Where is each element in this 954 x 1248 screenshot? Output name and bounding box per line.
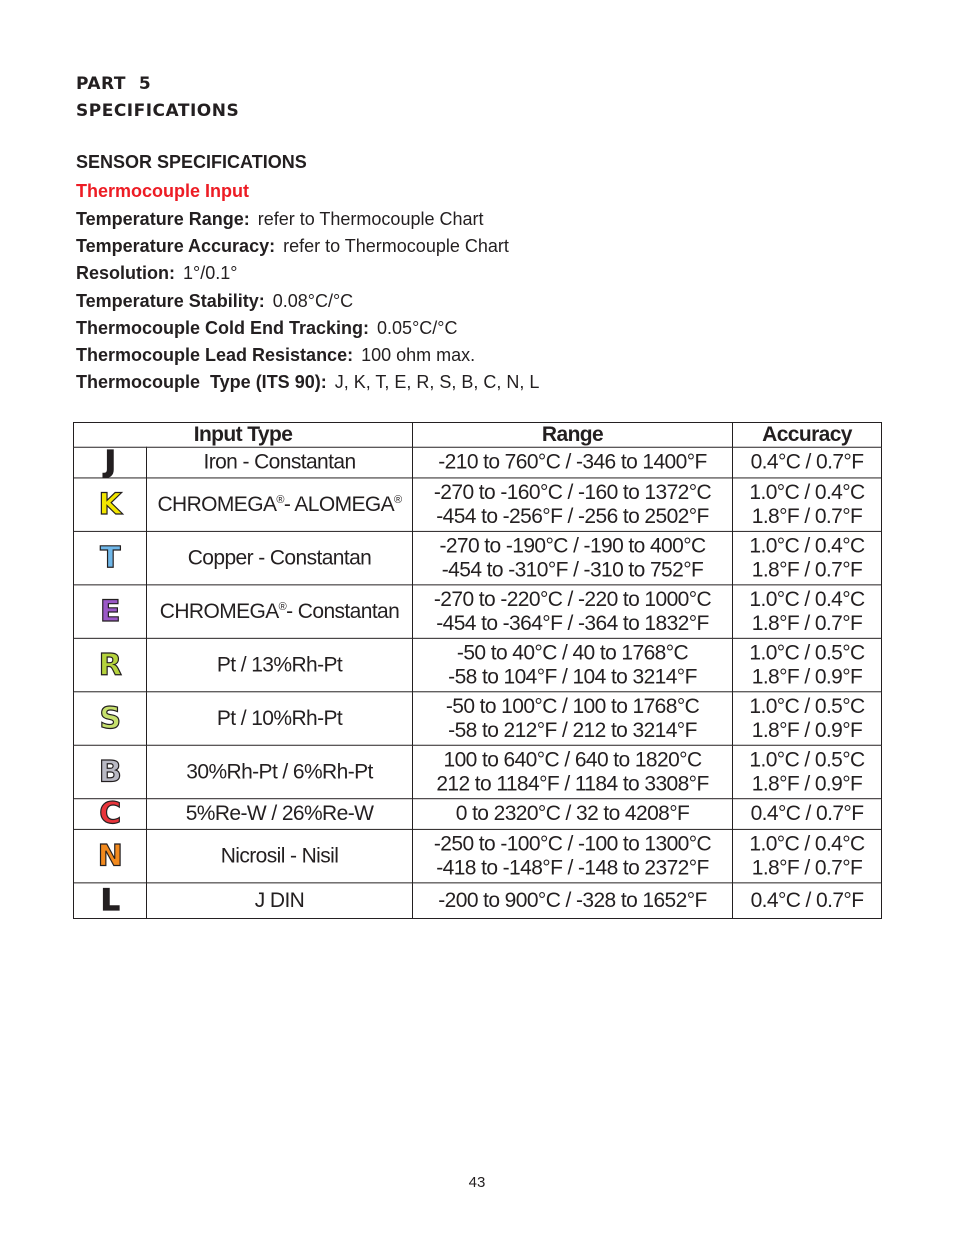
spec-row-cold-end-tracking xyxy=(76,315,539,342)
range-cell xyxy=(413,799,733,830)
accuracy-line: 0.4°C / 0.7°F xyxy=(750,450,864,474)
range-line: -210 to 760°C / -346 to 1400°F xyxy=(438,450,707,474)
accuracy-line: 1.8°F / 0.7°F xyxy=(751,856,863,879)
input-type-cell xyxy=(147,638,413,691)
spec-row-thermocouple-type xyxy=(76,369,539,396)
input-type-cell xyxy=(147,585,413,638)
accuracy-cell xyxy=(733,745,882,798)
range-cell xyxy=(413,447,733,478)
accuracy-cell xyxy=(733,478,882,531)
accuracy-line: 1.8°F / 0.9°F xyxy=(751,718,863,742)
accuracy-cell xyxy=(733,829,882,882)
input-type-name: Pt / 10%Rh-Pt xyxy=(216,706,343,730)
thermocouple-letter-cell xyxy=(74,829,147,882)
spec-value: refer to Thermocouple Chart xyxy=(283,236,509,257)
thermocouple-letter-cell xyxy=(74,638,147,691)
header-input-type: Input Type xyxy=(74,422,413,447)
input-type-cell xyxy=(147,692,413,745)
spec-label: Thermocouple Lead Resistance: xyxy=(76,344,354,365)
thermocouple-table xyxy=(73,422,882,919)
accuracy-cell xyxy=(733,585,882,638)
range-cell xyxy=(413,638,733,691)
thermocouple-letter-cell xyxy=(74,531,147,584)
thermocouple-letter-cell xyxy=(74,796,147,831)
range-line: 0 to 2320°C / 32 to 4208°F xyxy=(455,802,690,825)
accuracy-line: 1.0°C / 0.5°C xyxy=(749,748,865,771)
thermocouple-letter: N xyxy=(97,838,123,873)
range-cell xyxy=(413,478,733,531)
thermocouple-letter: K xyxy=(98,486,122,522)
accuracy-line: 1.8°F / 0.7°F xyxy=(751,504,863,528)
range-cell xyxy=(413,829,733,882)
page-number: 43 xyxy=(468,1174,486,1191)
thermocouple-letter-cell xyxy=(74,745,147,798)
accuracy-cell xyxy=(733,447,882,478)
thermocouple-letter-cell xyxy=(74,478,147,531)
range-line: 100 to 640°C / 640 to 1820°C xyxy=(443,748,702,771)
range-line: 212 to 1184°F / 1184 to 3308°F xyxy=(436,771,709,795)
spec-value: refer to Thermocouple Chart xyxy=(257,209,484,229)
spec-label: Resolution: xyxy=(76,263,175,284)
page-title: SPECIFICATIONS xyxy=(76,101,240,121)
input-type-cell xyxy=(147,531,413,584)
range-cell xyxy=(413,585,733,638)
spec-row-lead-resistance xyxy=(76,342,539,369)
input-type-name: - ALOMEGA xyxy=(283,492,395,516)
table-row xyxy=(74,531,882,584)
spec-label: Temperature Accuracy: xyxy=(76,236,276,257)
spec-value: 0.05°C/°C xyxy=(377,317,458,338)
input-type-cell xyxy=(147,478,413,531)
range-line: -58 to 104°F / 104 to 3214°F xyxy=(448,665,697,688)
input-type-cell xyxy=(147,799,413,830)
table-row xyxy=(74,585,882,638)
range-line: -250 to -100°C / -100 to 1300°C xyxy=(433,832,712,856)
spec-value: 0.08°C/°C xyxy=(272,290,354,311)
accuracy-line: 1.0°C / 0.4°C xyxy=(749,587,865,611)
range-line: -50 to 40°C / 40 to 1768°C xyxy=(456,641,689,665)
input-type-name: CHROMEGA xyxy=(157,492,277,516)
input-type-name: Iron - Constantan xyxy=(203,450,356,474)
input-type-cell xyxy=(147,745,413,798)
accuracy-cell xyxy=(733,692,882,745)
range-line: -58 to 212°F / 212 to 3214°F xyxy=(448,718,697,742)
thermocouple-letter: R xyxy=(98,647,122,682)
accuracy-line: 1.0°C / 0.4°C xyxy=(749,534,865,558)
thermocouple-letter-cell xyxy=(74,883,147,919)
spec-value: 1°/0.1° xyxy=(183,263,238,284)
table-row xyxy=(74,883,882,919)
range-cell xyxy=(413,531,733,584)
input-type-name: Copper - Constantan xyxy=(187,546,372,570)
registered-mark: ® xyxy=(278,600,287,613)
thermocouple-letter-cell xyxy=(74,692,147,745)
table-row xyxy=(74,447,882,478)
accuracy-cell xyxy=(733,531,882,584)
input-type-name: 5%Re-W / 26%Re-W xyxy=(185,802,374,825)
spec-value: J, K, T, E, R, S, B, C, N, L xyxy=(334,372,540,393)
accuracy-line: 1.0°C / 0.4°C xyxy=(749,480,865,504)
input-type-name: CHROMEGA xyxy=(159,599,279,623)
spec-label: Temperature Range: xyxy=(76,209,250,229)
range-line: -50 to 100°C / 100 to 1768°C xyxy=(445,694,700,718)
range-line: -454 to -256°F / -256 to 2502°F xyxy=(436,504,709,528)
input-type-cell xyxy=(147,883,413,919)
part-heading xyxy=(76,71,239,125)
table-row xyxy=(74,799,882,830)
input-type-name: - Constantan xyxy=(286,599,400,623)
accuracy-line: 1.0°C / 0.5°C xyxy=(749,641,865,665)
accuracy-line: 0.4°C / 0.7°F xyxy=(750,802,864,825)
thermocouple-letter: T xyxy=(100,540,120,575)
thermocouple-letter-cell xyxy=(74,444,147,480)
spec-row-temperature-stability xyxy=(76,288,539,315)
header-accuracy: Accuracy xyxy=(733,422,882,447)
table-row xyxy=(74,829,882,882)
part-number: PART 5 xyxy=(76,74,152,94)
accuracy-line: 1.8°F / 0.9°F xyxy=(751,771,863,795)
section-subtitle: Thermocouple Input xyxy=(76,181,249,201)
registered-mark: ® xyxy=(394,493,402,506)
table-header-row xyxy=(74,422,882,447)
spec-label: Thermocouple Type (ITS 90): xyxy=(76,372,327,393)
range-line: -454 to -364°F / -364 to 1832°F xyxy=(436,611,709,635)
range-cell xyxy=(413,692,733,745)
spec-row-temperature-accuracy xyxy=(76,233,539,260)
spec-row-resolution xyxy=(76,260,539,287)
thermocouple-letter: S xyxy=(99,700,121,736)
header-range: Range xyxy=(413,422,733,447)
table-row xyxy=(74,478,882,531)
thermocouple-letter: J xyxy=(104,444,116,480)
table-row xyxy=(74,692,882,745)
spec-list xyxy=(76,206,539,396)
range-line: -270 to -160°C / -160 to 1372°C xyxy=(433,480,712,504)
accuracy-line: 1.8°F / 0.7°F xyxy=(751,611,863,635)
spec-label: Temperature Stability: xyxy=(76,290,265,311)
spec-value: 100 ohm max. xyxy=(361,344,476,365)
thermocouple-letter-cell xyxy=(74,585,147,638)
range-line: -270 to -190°C / -190 to 400°C xyxy=(439,534,706,558)
range-line: -270 to -220°C / -220 to 1000°C xyxy=(433,587,712,611)
thermocouple-letter: C xyxy=(99,796,121,831)
thermocouple-letter: B xyxy=(98,754,122,789)
registered-mark: ® xyxy=(276,493,284,506)
accuracy-cell xyxy=(733,883,882,919)
accuracy-line: 1.0°C / 0.4°C xyxy=(749,832,865,856)
accuracy-line: 0.4°C / 0.7°F xyxy=(750,888,864,912)
input-type-name: J DIN xyxy=(254,888,305,912)
accuracy-cell xyxy=(733,799,882,830)
input-type-cell xyxy=(147,447,413,478)
range-line: -418 to -148°F / -148 to 2372°F xyxy=(436,856,709,879)
input-type-name: 30%Rh-Pt / 6%Rh-Pt xyxy=(186,760,373,783)
table-row xyxy=(74,638,882,691)
section-title: SENSOR SPECIFICATIONS xyxy=(76,152,307,172)
thermocouple-letter: E xyxy=(100,593,120,629)
accuracy-cell xyxy=(733,638,882,691)
table-row xyxy=(74,745,882,798)
thermocouple-letter: L xyxy=(100,882,120,918)
spec-row-temperature-range xyxy=(76,206,539,233)
range-line: -200 to 900°C / -328 to 1652°F xyxy=(438,888,707,912)
range-cell xyxy=(413,883,733,919)
input-type-name: Pt / 13%Rh-Pt xyxy=(216,653,343,676)
accuracy-line: 1.0°C / 0.5°C xyxy=(749,694,865,718)
spec-label: Thermocouple Cold End Tracking: xyxy=(76,317,370,338)
accuracy-line: 1.8°F / 0.7°F xyxy=(751,558,863,581)
input-type-cell xyxy=(147,829,413,882)
table-body xyxy=(74,444,882,918)
range-line: -454 to -310°F / -310 to 752°F xyxy=(441,558,704,581)
input-type-name: Nicrosil - Nisil xyxy=(220,844,339,868)
range-cell xyxy=(413,745,733,798)
accuracy-line: 1.8°F / 0.9°F xyxy=(751,665,863,688)
